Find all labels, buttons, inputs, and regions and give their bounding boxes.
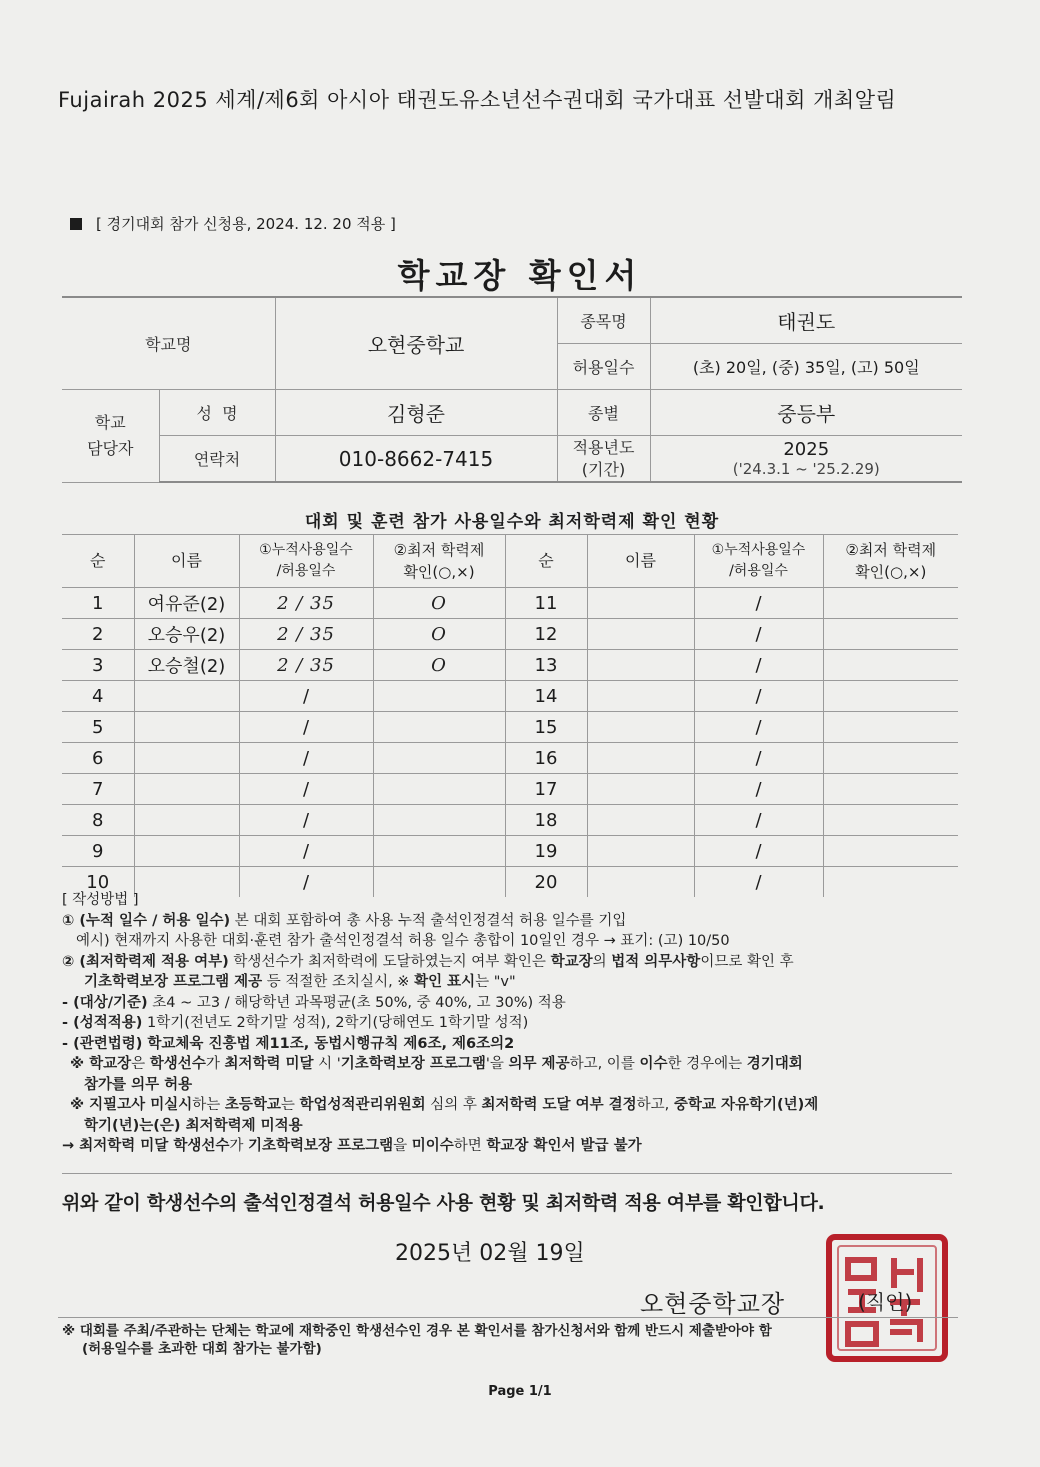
academic-check (373, 805, 505, 836)
guide-title: [ 작성방법 ] (62, 892, 139, 908)
square-bullet-icon (70, 218, 82, 230)
days-used: / (694, 805, 823, 836)
academic-check (823, 619, 958, 650)
table-row (62, 712, 958, 743)
footnote-divider (58, 1317, 958, 1318)
year-value: 2025 (783, 439, 830, 460)
academic-check (823, 650, 958, 681)
guide-line: ① (누적 일수 / 허용 일수) 본 대회 포함하여 총 사용 누적 출석인정결석 허용 일수를 기입 (62, 912, 627, 929)
row-no: 18 (505, 805, 587, 836)
academic-check (373, 836, 505, 867)
days-used: / (239, 681, 373, 712)
row-no: 12 (505, 619, 587, 650)
guide-divider (62, 1173, 952, 1174)
student-name (587, 681, 694, 712)
row-no: 4 (62, 681, 134, 712)
academic-check (823, 774, 958, 805)
days-used: / (239, 805, 373, 836)
table-row (62, 805, 958, 836)
academic-check: O (373, 619, 505, 650)
academic-check (823, 681, 958, 712)
student-name (587, 588, 694, 619)
student-name (587, 650, 694, 681)
table-row (62, 743, 958, 774)
name-label: 성 명 (159, 390, 275, 436)
student-name (587, 743, 694, 774)
row-no: 15 (505, 712, 587, 743)
year-cell (650, 436, 962, 483)
table-row (62, 650, 958, 681)
school-value: 오현중학교 (275, 297, 557, 390)
row-no: 8 (62, 805, 134, 836)
days-used: / (239, 743, 373, 774)
academic-check: O (373, 650, 505, 681)
seal-label: (직인) (858, 1290, 913, 1314)
student-name (134, 712, 239, 743)
division-value: 중등부 (650, 390, 962, 436)
table-row (62, 836, 958, 867)
days-used: / (694, 650, 823, 681)
issue-date: 2025년 02월 19일 (395, 1241, 585, 1266)
name-value: 김형준 (275, 390, 557, 436)
division-label: 종별 (557, 390, 650, 436)
row-no: 14 (505, 681, 587, 712)
student-name (587, 836, 694, 867)
row-no: 10 (62, 867, 134, 898)
guide-line: ② (최저학력제 적용 여부) 학생선수가 최저학력에 도달하였는지 여부 확인은 학교장의 법적 의무사항이므로 확인 후 (62, 953, 794, 970)
academic-check (823, 712, 958, 743)
guide-line: 예시) 현재까지 사용한 대회·훈련 참가 출석인정결석 허용 일수 총합이 10일인 경우 → 표기: (고) 10/50 (76, 933, 730, 949)
year-label: 적용년도 (기간) (557, 436, 650, 483)
row-no: 13 (505, 650, 587, 681)
row-no: 16 (505, 743, 587, 774)
guide-line: - (성적적용) 1학기(전년도 2학기말 성적), 2학기(당해연도 1학기말 성적) (62, 1015, 529, 1031)
days-used: / (694, 867, 823, 898)
header-academic-right: ②최저 학력제 확인(○,×) (823, 535, 958, 588)
academic-check (373, 681, 505, 712)
table-row (62, 774, 958, 805)
school-info-table (62, 296, 962, 483)
table-row (62, 588, 958, 619)
header-days-right: ①누적사용일수 /허용일수 (694, 535, 823, 588)
writing-guide (62, 890, 962, 1157)
guide-line: 참가를 의무 허용 (84, 1076, 193, 1093)
row-no: 20 (505, 867, 587, 898)
days-used: / (694, 681, 823, 712)
header-no-left: 순 (62, 535, 134, 588)
student-name (587, 774, 694, 805)
academic-check (373, 712, 505, 743)
table-row (62, 619, 958, 650)
header-name-right: 이름 (587, 535, 694, 588)
days-used: 2 / 35 (239, 619, 373, 650)
days-used: / (694, 836, 823, 867)
page-number: Page 1/1 (488, 1384, 552, 1399)
header-name-left: 이름 (134, 535, 239, 588)
academic-check (373, 774, 505, 805)
guide-line: → 최저학력 미달 학생선수가 기초학력보장 프로그램을 미이수하면 학교장 확인서 발급 불가 (62, 1138, 642, 1154)
academic-check: O (373, 588, 505, 619)
header-no-right: 순 (505, 535, 587, 588)
student-name: 여유준(2) (134, 588, 239, 619)
roster-header-row (62, 535, 958, 588)
days-used: / (239, 774, 373, 805)
days-used: / (694, 774, 823, 805)
principal-title: 오현중학교장 (640, 1290, 786, 1318)
allowed-days-label: 허용일수 (557, 344, 650, 390)
phone-label: 연락처 (159, 436, 275, 483)
student-name (134, 836, 239, 867)
row-no: 1 (62, 588, 134, 619)
academic-check (823, 836, 958, 867)
sport-value: 태권도 (650, 297, 962, 344)
year-period: ('24.3.1 ~ '25.2.29) (732, 460, 880, 478)
student-name: 오승철(2) (134, 650, 239, 681)
document-title: 학교장 확인서 (397, 256, 643, 295)
school-label: 학교명 (62, 297, 275, 390)
academic-check (373, 743, 505, 774)
student-name (134, 743, 239, 774)
days-used: / (694, 588, 823, 619)
notice-line (70, 213, 396, 234)
row-no: 11 (505, 588, 587, 619)
days-used: / (694, 619, 823, 650)
footnote (62, 1322, 772, 1358)
guide-line: ※ 지필고사 미실시하는 초등학교는 학업성적관리위원회 심의 후 최저학력 도달 여부 결정하고, 중학교 자유학기(년)제 (70, 1097, 819, 1113)
row-no: 3 (62, 650, 134, 681)
footnote-line: (허용일수를 초과한 대회 참가는 불가함) (82, 1341, 322, 1357)
sport-label: 종목명 (557, 297, 650, 344)
student-name (587, 805, 694, 836)
guide-line: 기초학력보장 프로그램 제공 등 적절한 조치실시, ※ 확인 표시는 "v" (84, 974, 516, 990)
row-no: 17 (505, 774, 587, 805)
days-used: 2 / 35 (239, 650, 373, 681)
roster-table (62, 534, 958, 897)
guide-line: 학기(년)는(은) 최저학력제 미적용 (84, 1117, 303, 1134)
footnote-line: ※ 대회를 주최/주관하는 단체는 학교에 재학중인 학생선수인 경우 본 확인서를 참가신청서와 함께 반드시 제출받아야 함 (62, 1323, 772, 1339)
row-no: 7 (62, 774, 134, 805)
guide-line: - (관련법령) 학교체육 진흥법 제11조, 동법시행규칙 제6조, 제6조의2 (62, 1035, 515, 1052)
row-no: 5 (62, 712, 134, 743)
days-used: / (694, 743, 823, 774)
guide-line: - (대상/기준) 초4 ~ 고3 / 해당학년 과목평균(초 50%, 중 40%, 고 30%) 적용 (62, 994, 566, 1011)
academic-check (823, 743, 958, 774)
days-used: / (694, 712, 823, 743)
days-used: / (239, 712, 373, 743)
days-used: / (239, 836, 373, 867)
header-academic-left: ②최저 학력제 확인(○,×) (373, 535, 505, 588)
notice-text: [ 경기대회 참가 신청용, 2024. 12. 20 적용 ] (96, 215, 396, 233)
confirmation-statement: 위와 같이 학생선수의 출석인정결석 허용일수 사용 현황 및 최저학력 적용 여부를 확인합니다. (62, 1192, 825, 1214)
student-name (587, 619, 694, 650)
phone-value: 010-8662-7415 (275, 436, 557, 483)
student-name (134, 805, 239, 836)
student-name (134, 681, 239, 712)
days-used: 2 / 35 (239, 588, 373, 619)
academic-check (823, 588, 958, 619)
academic-check (823, 805, 958, 836)
student-name (587, 712, 694, 743)
section-title: 대회 및 훈련 참가 사용일수와 최저학력제 확인 현황 (304, 512, 720, 532)
student-name (134, 774, 239, 805)
header-days-left: ①누적사용일수 /허용일수 (239, 535, 373, 588)
table-row (62, 681, 958, 712)
days-used: / (239, 867, 373, 898)
header-title: Fujairah 2025 세계/제6회 아시아 태권도유소년선수권대회 국가대표 선발대회 개최알림 (58, 88, 897, 112)
allowed-days-value: (초) 20일, (중) 35일, (고) 50일 (650, 344, 962, 390)
row-no: 2 (62, 619, 134, 650)
row-no: 19 (505, 836, 587, 867)
row-no: 6 (62, 743, 134, 774)
student-name: 오승우(2) (134, 619, 239, 650)
row-no: 9 (62, 836, 134, 867)
contact-label: 학교 담당자 (62, 390, 159, 483)
guide-line: ※ 학교장은 학생선수가 최저학력 미달 시 '기초학력보장 프로그램'을 의무 제공하고, 이를 이수한 경우에는 경기대회 (70, 1056, 803, 1072)
